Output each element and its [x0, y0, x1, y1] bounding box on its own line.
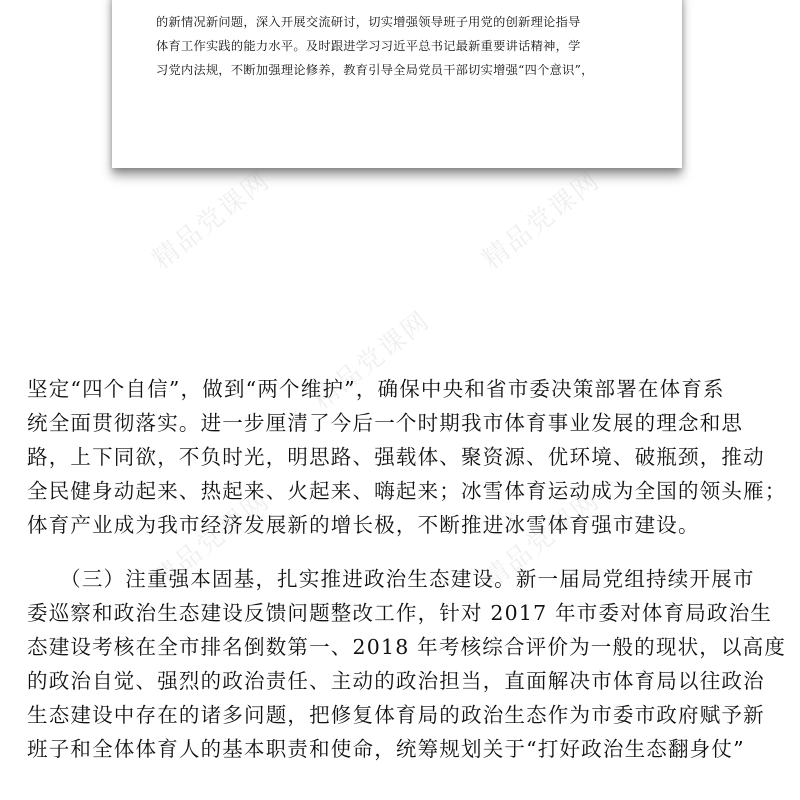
watermark: 精品党课网: [477, 485, 606, 596]
watermark: 精品党课网: [147, 485, 276, 596]
text-line: 统全面贯彻落实。进一步厘清了今后一个时期我市体育事业发展的理念和思: [27, 411, 744, 435]
card-text-line: 体育工作实践的能力水平。及时跟进学习习近平总书记最新重要讲话精神，学: [156, 39, 581, 53]
paragraph: [27, 372, 787, 542]
paragraph: [27, 562, 787, 766]
watermark: 精品党课网: [477, 165, 606, 276]
text-line: 态建设考核在全市排名倒数第一、2018 年考核综合评价为一般的现状，以高度: [27, 635, 787, 659]
paragraph-gap: [27, 542, 787, 562]
document-body: [27, 372, 787, 766]
text-line: 坚定“四个自信”，做到“两个维护”，确保中央和省市委决策部署在体育系: [27, 377, 725, 401]
card-text-line: 习党内法规，不断加强理论修养，教育引导全局党员干部切实增强“四个意识”，: [156, 63, 594, 77]
text-line: （三）注重强本固基，扎实推进政治生态建设。新一届局党组持续开展市: [27, 567, 755, 591]
watermark: 精品党课网: [147, 165, 276, 276]
card-text-line: 的新情况新问题，深入开展交流研讨，切实增强领导班子用党的创新理论指导: [156, 15, 581, 29]
text-line: 路，上下同欲，不负时光，明思路、强载体、聚资源、优环境、破瓶颈，推动: [27, 445, 765, 469]
text-line: 的政治自觉、强烈的政治责任、主动的政治担当，直面解决市体育局以往政治: [27, 669, 765, 693]
text-line: 班子和全体体育人的基本职责和使命，统筹规划关于“打好政治生态翻身仗”: [27, 737, 745, 761]
watermark: 精品党课网: [307, 305, 436, 416]
text-line: 体育产业成为我市经济发展新的增长极，不断推进冰雪体育强市建设。: [27, 513, 700, 537]
embedded-page-card: [112, 0, 682, 168]
text-line: 委巡察和政治生态建设反馈问题整改工作，针对 2017 年市委对体育局政治生: [27, 601, 773, 625]
text-line: 生态建设中存在的诸多问题，把修复体育局的政治生态作为市委市政府赋予新: [27, 703, 765, 727]
card-text-block: [156, 10, 646, 82]
text-line: 全民健身动起来、热起来、火起来、嗨起来；冰雪体育运动成为全国的领头雁；: [27, 479, 787, 503]
